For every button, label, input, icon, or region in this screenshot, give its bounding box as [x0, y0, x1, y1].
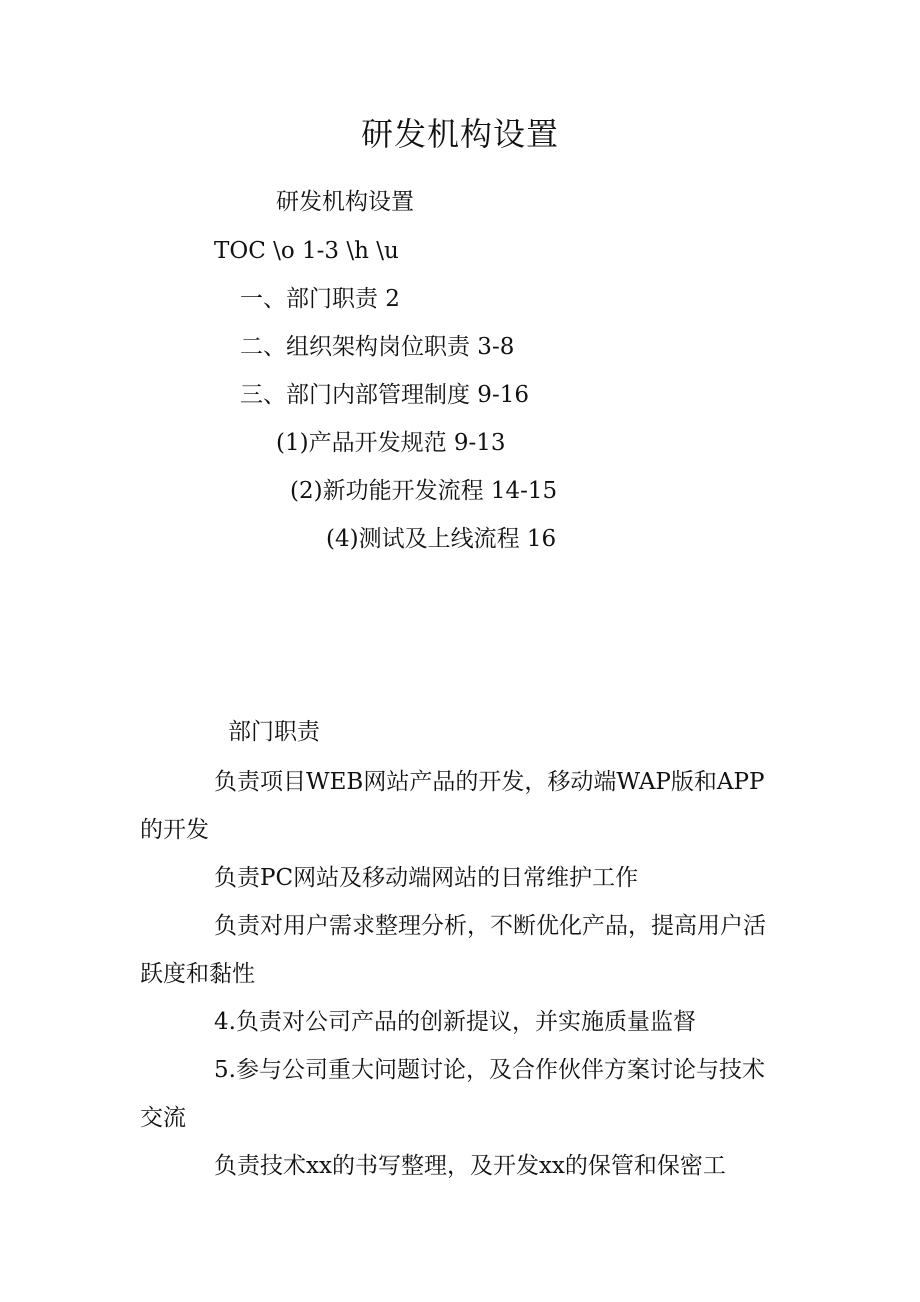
document-title: 研发机构设置 — [360, 115, 559, 153]
toc-entry: 一、部门职责 2 — [240, 286, 400, 312]
toc-heading: 研发机构设置 — [276, 189, 414, 215]
body-paragraph: 5.参与公司重大问题讨论，及合作伙伴方案讨论与技术交流 — [140, 1057, 765, 1131]
body-paragraph: 负责PC网站及移动端网站的日常维护工作 — [214, 865, 639, 891]
toc-field-code: TOC \o 1-3 \h \u — [214, 238, 399, 264]
body-paragraph: 负责对用户需求整理分析，不断优化产品，提高用户活跃度和黏性 — [140, 913, 766, 987]
toc-entry: (1)产品开发规范 9-13 — [276, 430, 506, 456]
toc-entry: 三、部门内部管理制度 9-16 — [240, 382, 529, 408]
body-paragraph: 4.负责对公司产品的创新提议，并实施质量监督 — [214, 1009, 696, 1035]
toc-entry: (2)新功能开发流程 14-15 — [290, 478, 558, 504]
body-paragraph: 负责技术xx的书写整理，及开发xx的保管和保密工 — [214, 1153, 726, 1179]
toc-entry: (4)测试及上线流程 16 — [326, 526, 557, 552]
body-paragraph: 负责项目WEB网站产品的开发，移动端WAP版和APP的开发 — [140, 769, 765, 843]
toc-entry: 二、组织架构岗位职责 3-8 — [240, 334, 515, 360]
section-heading: 部门职责 — [228, 719, 320, 745]
